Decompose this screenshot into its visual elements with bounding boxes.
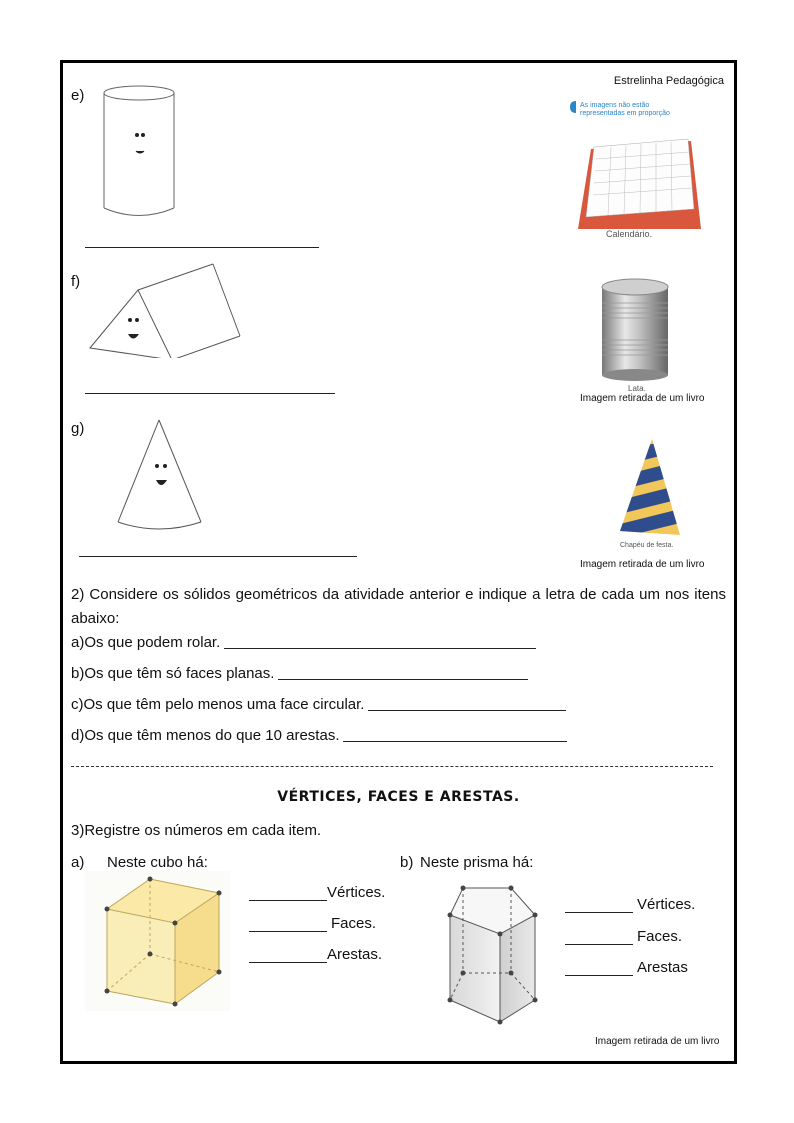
section-title: VÉRTICES, FACES E ARESTAS. — [277, 789, 520, 805]
cone-drawing — [113, 418, 203, 533]
prism-title: Neste prisma há: — [420, 854, 534, 871]
field-label: Vértices. — [327, 884, 386, 901]
pentagonal-prism-drawing — [413, 878, 563, 1038]
answer-line-e[interactable] — [85, 247, 319, 248]
item-g-letter: g) — [71, 420, 85, 437]
party-hat-photo — [608, 435, 688, 550]
answer-line-f[interactable] — [85, 393, 335, 394]
answer-line-g[interactable] — [79, 556, 357, 557]
section-divider — [71, 766, 713, 767]
cube-label: a) — [71, 854, 85, 871]
smiley-face-icon — [135, 133, 145, 153]
can-photo — [596, 275, 676, 395]
answer-line[interactable] — [224, 648, 536, 649]
notice-line2: representadas em proporção — [580, 110, 670, 117]
answer-line[interactable] — [278, 679, 528, 680]
answer-line[interactable] — [249, 931, 327, 932]
field-label: Faces. — [637, 928, 683, 945]
exercise-2-item-d — [71, 724, 567, 748]
item-e-letter: e) — [71, 87, 85, 104]
image-credit: Imagem retirada de um livro — [595, 1036, 720, 1047]
answer-line[interactable] — [565, 944, 633, 945]
smiley-face-icon — [155, 464, 167, 485]
image-credit: Imagem retirada de um livro — [580, 393, 705, 404]
cube-title: Neste cubo há: — [107, 854, 208, 871]
prism-faces-field — [565, 925, 682, 949]
item-text: c)Os que têm pelo menos uma face circular. — [71, 696, 365, 713]
answer-line[interactable] — [249, 900, 327, 901]
can-caption: Lata. — [628, 384, 646, 393]
answer-line[interactable] — [565, 975, 633, 976]
item-text: b)Os que têm só faces planas. — [71, 665, 275, 682]
field-label: Faces. — [331, 915, 377, 932]
exercise-3-prompt: 3)Registre os números em cada item. — [71, 822, 322, 839]
calendar-photo — [566, 99, 706, 249]
field-label: Arestas — [637, 959, 688, 976]
answer-line[interactable] — [565, 912, 633, 913]
image-credit: Imagem retirada de um livro — [580, 559, 705, 570]
worksheet-page — [60, 60, 737, 1064]
brand-label: Estrelinha Pedagógica — [613, 75, 724, 87]
item-text: d)Os que têm menos do que 10 arestas. — [71, 727, 340, 744]
exercise-2-item-a — [71, 631, 536, 655]
calendar-caption: Calendário. — [606, 229, 653, 239]
prism-vertices-field — [565, 893, 695, 917]
item-text: a)Os que podem rolar. — [71, 634, 221, 651]
triangular-prism-drawing — [88, 258, 248, 358]
answer-line[interactable] — [249, 962, 327, 963]
prism-label: b) — [400, 854, 414, 871]
answer-line[interactable] — [343, 741, 567, 742]
field-label: Vértices. — [637, 896, 696, 913]
cube-drawing — [85, 871, 230, 1011]
exercise-2-item-c — [71, 693, 566, 717]
cylinder-drawing — [103, 83, 183, 223]
field-label: Arestas. — [327, 946, 383, 963]
cube-faces-field — [249, 912, 376, 936]
exercise-2-prompt: 2) Considere os sólidos geométricos da atividade anterior e indique a letra de cada um nos itens abaixo: — [71, 586, 726, 627]
answer-line[interactable] — [368, 710, 566, 711]
notice-line1: As imagens não estão — [580, 102, 650, 109]
exercise-2-item-b — [71, 662, 528, 686]
cube-edges-field — [249, 943, 382, 967]
prism-edges-field — [565, 956, 688, 980]
party-hat-caption: Chapéu de festa. — [620, 542, 674, 549]
item-f-letter: f) — [71, 273, 81, 290]
cube-vertices-field — [249, 881, 385, 905]
